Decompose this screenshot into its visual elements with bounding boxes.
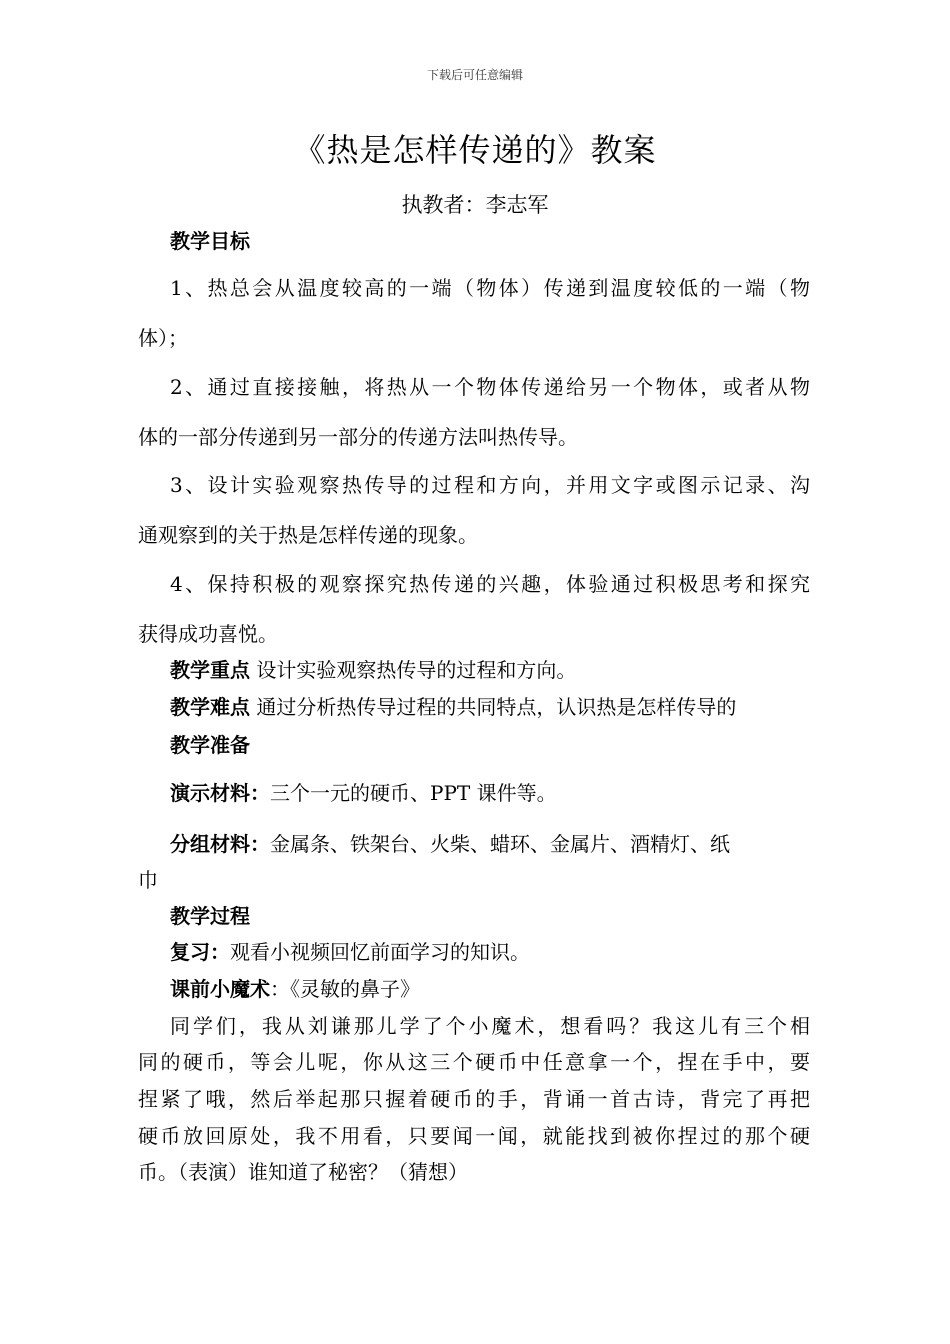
objective-2-line-2: 体的一部分传递到另一部分的传递方法叫热传导。 [138, 425, 578, 449]
preparation-heading: 教学准备 [170, 733, 250, 757]
objective-3-line-2: 通观察到的关于热是怎样传递的现象。 [138, 523, 478, 547]
group-materials-text: 金属条、铁架台、火柴、蜡环、金属片、酒精灯、纸 [270, 832, 730, 856]
group-materials-label: 分组材料： [170, 832, 270, 856]
objective-4-line-2: 获得成功喜悦。 [138, 622, 278, 646]
group-materials-line [170, 829, 810, 859]
header-note: 下载后可任意编辑 [426, 68, 523, 82]
author-line: 执教者：李志军 [401, 193, 549, 217]
story-line-3: 捏紧了哦，然后举起那只握着硬币的手，背诵一首古诗，背完了再把 [138, 1087, 810, 1111]
story-line-4: 硬币放回原处，我不用看，只要闻一闻，就能找到被你捏过的那个硬 [138, 1124, 810, 1148]
demo-materials-text: 三个一元的硬币、PPT 课件等。 [270, 781, 557, 805]
demo-materials-label: 演示材料： [170, 781, 270, 805]
story-line-5: 币。（表演）谁知道了秘密？（猜想） [138, 1160, 468, 1184]
review-line [170, 937, 810, 967]
difficulty-label: 教学难点 [170, 695, 250, 719]
demo-materials-line [170, 778, 810, 808]
magic-label: 课前小魔术 [170, 977, 270, 1001]
magic-text: ：《灵敏的鼻子》 [270, 977, 420, 1001]
review-text: 观看小视频回忆前面学习的知识。 [230, 940, 530, 964]
difficulty-text: 通过分析热传导过程的共同特点，认识热是怎样传导的 [250, 695, 737, 719]
story-line-1: 同学们，我从刘谦那儿学了个小魔术，想看吗？我这儿有三个相 [170, 1014, 810, 1038]
objective-1-line-2: 体）； [138, 326, 188, 350]
key-point-label: 教学重点 [170, 658, 250, 682]
group-materials-line-2: 巾 [138, 868, 158, 892]
magic-line [170, 974, 810, 1004]
process-heading: 教学过程 [170, 904, 250, 928]
document-title: 《热是怎样传递的》教案 [293, 131, 657, 169]
key-point-line [170, 655, 810, 685]
review-label: 复习： [170, 940, 230, 964]
key-point-text: 设计实验观察热传导的过程和方向。 [250, 658, 577, 682]
objective-3-line-1: 3、设计实验观察热传导的过程和方向，并用文字或图示记录、沟 [170, 473, 810, 497]
objectives-heading: 教学目标 [170, 229, 250, 253]
objective-1-line-1: 1、热总会从温度较高的一端（物体）传递到温度较低的一端（物 [170, 276, 810, 300]
objective-2-line-1: 2、通过直接接触，将热从一个物体传递给另一个物体，或者从物 [170, 375, 810, 399]
story-line-2: 同的硬币，等会儿呢，你从这三个硬币中任意拿一个，捏在手中，要 [138, 1050, 810, 1074]
difficulty-line [170, 692, 810, 722]
objective-4-line-1: 4、保持积极的观察探究热传递的兴趣，体验通过积极思考和探究 [170, 572, 810, 596]
